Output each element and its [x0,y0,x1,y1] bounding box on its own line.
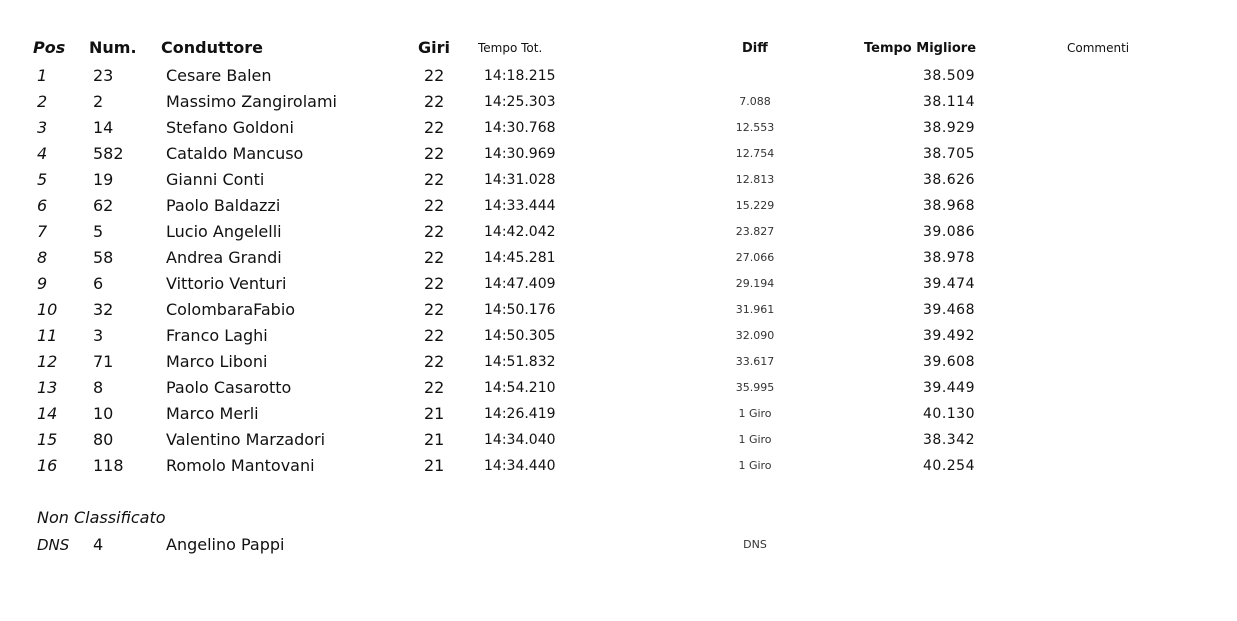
row-total-time: 14:34.040 [484,432,556,448]
row-number: 23 [93,66,114,85]
header-laps: Giri [418,38,450,57]
row-laps: 21 [424,404,445,423]
row-total-time: 14:45.281 [484,250,556,266]
row-diff: 1 Giro [738,433,772,446]
header-diff: Diff [742,41,768,56]
row-number: 10 [93,404,114,423]
row-number: 19 [93,170,114,189]
header-num: Num. [89,38,137,57]
row-best-time: 38.978 [923,250,975,266]
row-driver: Marco Merli [166,404,259,423]
row-position: 9 [37,274,48,293]
row-diff: DNS [743,538,767,551]
table-row [0,167,1237,193]
table-row [0,349,1237,375]
row-driver: Vittorio Venturi [166,274,287,293]
table-row [0,193,1237,219]
row-total-time: 14:47.409 [484,276,556,292]
table-row [0,271,1237,297]
row-diff: 35.995 [735,381,775,394]
row-number: 6 [93,274,104,293]
row-total-time: 14:51.832 [484,354,556,370]
row-diff: 7.088 [739,95,771,108]
row-driver: Massimo Zangirolami [166,92,337,111]
row-best-time: 39.468 [923,302,975,318]
row-number: 118 [93,456,124,475]
table-row [0,532,1237,558]
row-diff: 29.194 [735,277,775,290]
table-row [0,89,1237,115]
row-number: 8 [93,378,104,397]
row-laps: 22 [424,196,445,215]
row-driver: Valentino Marzadori [166,430,326,449]
row-driver: Cataldo Mancuso [166,144,304,163]
row-number: 5 [93,222,104,241]
header-pos: Pos [33,38,66,57]
row-best-time: 38.114 [923,94,975,110]
row-laps: 21 [424,456,445,475]
row-best-time: 40.254 [923,458,975,474]
row-total-time: 14:33.444 [484,198,556,214]
row-driver: Stefano Goldoni [166,118,294,137]
row-position: 1 [37,66,48,85]
row-total-time: 14:31.028 [484,172,556,188]
row-diff: 23.827 [735,225,775,238]
row-number: 582 [93,144,124,163]
row-laps: 22 [424,248,445,267]
row-total-time: 14:26.419 [484,406,556,422]
row-number: 58 [93,248,114,267]
row-position: 6 [37,196,48,215]
row-best-time: 39.492 [923,328,975,344]
row-number: 4 [93,535,104,554]
row-best-time: 39.474 [923,276,975,292]
row-diff: 27.066 [735,251,775,264]
row-diff: 12.813 [735,173,775,186]
row-laps: 22 [424,352,445,371]
row-laps: 22 [424,92,445,111]
row-driver: Paolo Casarotto [166,378,292,397]
row-driver: ColombaraFabio [166,300,296,319]
row-driver: Angelino Pappi [166,535,285,554]
row-best-time: 38.968 [923,198,975,214]
row-driver: Marco Liboni [166,352,268,371]
row-driver: Romolo Mantovani [166,456,315,475]
table-row [0,401,1237,427]
row-driver: Franco Laghi [166,326,268,345]
row-total-time: 14:42.042 [484,224,556,240]
header-comments: Commenti [1067,41,1130,55]
row-laps: 22 [424,274,445,293]
row-diff: 12.553 [735,121,775,134]
table-row [0,453,1237,479]
header-total-time: Tempo Tot. [478,41,543,55]
row-laps: 22 [424,378,445,397]
row-laps: 22 [424,66,445,85]
row-laps: 22 [424,222,445,241]
table-row [0,245,1237,271]
row-number: 80 [93,430,114,449]
row-position: DNS [37,536,70,554]
row-total-time: 14:50.176 [484,302,556,318]
table-row [0,375,1237,401]
row-total-time: 14:30.768 [484,120,556,136]
header-driver: Conduttore [161,38,263,57]
row-best-time: 38.626 [923,172,975,188]
row-diff: 1 Giro [738,407,772,420]
row-position: 16 [37,456,58,475]
table-row [0,427,1237,453]
row-total-time: 14:18.215 [484,68,556,84]
row-laps: 22 [424,300,445,319]
row-total-time: 14:54.210 [484,380,556,396]
table-row [0,141,1237,167]
row-position: 4 [37,144,48,163]
row-number: 3 [93,326,104,345]
row-laps: 22 [424,144,445,163]
row-best-time: 39.086 [923,224,975,240]
row-driver: Cesare Balen [166,66,272,85]
table-row [0,297,1237,323]
row-position: 7 [37,222,48,241]
row-total-time: 14:34.440 [484,458,556,474]
row-laps: 22 [424,118,445,137]
row-position: 3 [37,118,48,137]
row-laps: 22 [424,326,445,345]
row-driver: Paolo Baldazzi [166,196,281,215]
row-position: 10 [37,300,58,319]
row-best-time: 40.130 [923,406,975,422]
row-number: 32 [93,300,114,319]
row-driver: Lucio Angelelli [166,222,282,241]
row-position: 12 [37,352,58,371]
row-number: 71 [93,352,114,371]
row-best-time: 38.929 [923,120,975,136]
row-total-time: 14:30.969 [484,146,556,162]
row-diff: 31.961 [735,303,775,316]
row-number: 62 [93,196,114,215]
row-laps: 21 [424,430,445,449]
row-diff: 1 Giro [738,459,772,472]
table-row [0,115,1237,141]
header-best-time: Tempo Migliore [864,41,977,56]
row-driver: Gianni Conti [166,170,265,189]
row-laps: 22 [424,170,445,189]
row-position: 11 [37,326,58,345]
non-classified-title: Non Classificato [37,508,166,527]
row-position: 5 [37,170,48,189]
table-row [0,63,1237,89]
row-number: 2 [93,92,104,111]
row-total-time: 14:50.305 [484,328,556,344]
row-best-time: 39.449 [923,380,975,396]
table-row [0,323,1237,349]
row-diff: 12.754 [735,147,775,160]
row-diff: 15.229 [735,199,775,212]
row-best-time: 38.509 [923,68,975,84]
row-position: 14 [37,404,58,423]
table-row [0,219,1237,245]
row-best-time: 38.705 [923,146,975,162]
row-diff: 33.617 [735,355,775,368]
row-best-time: 38.342 [923,432,975,448]
row-total-time: 14:25.303 [484,94,556,110]
row-position: 13 [37,378,58,397]
row-diff: 32.090 [735,329,775,342]
row-best-time: 39.608 [923,354,975,370]
row-position: 8 [37,248,48,267]
row-position: 15 [37,430,58,449]
row-position: 2 [37,92,48,111]
row-driver: Andrea Grandi [166,248,282,267]
row-number: 14 [93,118,114,137]
